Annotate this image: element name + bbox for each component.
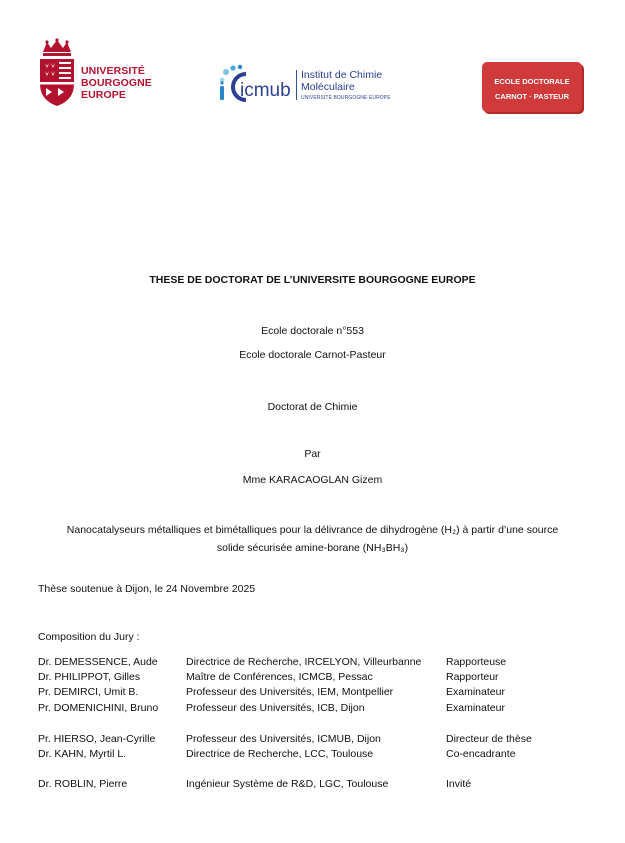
jury-position: Directrice de Recherche, LCC, Toulouse	[186, 748, 374, 760]
jury-position: Maître de Conférences, ICMCB, Pessac	[186, 671, 373, 683]
jury-position: Professeur des Universités, ICMUB, Dijon	[186, 733, 381, 745]
jury-name: Dr. KAHN, Myrtil L.	[38, 748, 127, 760]
jury-role: Examinateur	[446, 702, 505, 714]
doctorate-field: Doctorat de Chimie	[267, 401, 358, 413]
doctoral-school-number: Ecole doctorale n°553	[261, 325, 364, 337]
thesis-heading: THESE DE DOCTORAT DE L’UNIVERSITE BOURGOGNE EUROPE	[149, 274, 476, 286]
jury-role: Rapporteuse	[446, 656, 507, 668]
jury-name: Dr. DEMESSENCE, Aude	[38, 656, 158, 668]
thesis-title-line2: solide sécurisée amine-borane (NH₃BH₃)	[216, 542, 409, 554]
university-crest-icon	[37, 38, 77, 108]
thesis-title-line1: Nanocatalyseurs métalliques et bimétalliques pour la délivrance de dihydrogène (H₂) à partir d’une source	[66, 524, 559, 536]
ecole-doctorale-logo	[482, 62, 582, 112]
jury-position: Ingénieur Système de R&D, LGC, Toulouse	[186, 778, 389, 790]
jury-name: Pr. HIERSO, Jean-Cyrille	[38, 733, 156, 745]
icmub-mark-icon	[216, 64, 292, 108]
ecole-logo-line2: CARNOT · PASTEUR	[494, 92, 570, 101]
icmub-logo	[216, 64, 406, 109]
par-label: Par	[304, 448, 321, 460]
jury-position: Professeur des Universités, IEM, Montpellier	[186, 686, 394, 698]
jury-name: Pr. DEMIRCI, Umit B.	[38, 686, 139, 698]
defense-info: Thèse soutenue à Dijon, le 24 Novembre 2025	[38, 583, 256, 595]
doctoral-school-name: Ecole doctorale Carnot-Pasteur	[239, 349, 386, 361]
university-logo-line1: UNIVERSITÉ	[81, 65, 146, 77]
jury-role: Invité	[446, 778, 472, 790]
jury-name: Dr. PHILIPPOT, Gilles	[38, 671, 141, 683]
icmub-mark-text: icmub	[240, 80, 291, 101]
icmub-line3: UNIVERSITÉ BOURGOGNE EUROPE	[301, 95, 391, 101]
university-logo	[37, 38, 157, 110]
university-logo-text	[81, 65, 152, 101]
university-logo-line3: EUROPE	[81, 89, 126, 101]
jury-role: Rapporteur	[446, 671, 499, 683]
icmub-separator	[296, 70, 297, 100]
author-name: Mme KARACAOGLAN Gizem	[242, 474, 383, 486]
ecole-logo-line1: ECOLE DOCTORALE	[494, 77, 570, 86]
jury-heading: Composition du Jury :	[38, 631, 140, 643]
jury-role: Co-encadrante	[446, 748, 516, 760]
university-logo-line2: BOURGOGNE	[81, 77, 152, 89]
jury-position: Directrice de Recherche, IRCELYON, Villeurbanne	[186, 656, 422, 668]
jury-name: Pr. DOMENICHINI, Bruno	[38, 702, 159, 714]
icmub-line2: Moléculaire	[301, 81, 355, 93]
jury-position: Professeur des Universités, ICB, Dijon	[186, 702, 365, 714]
jury-name: Dr. ROBLIN, Pierre	[38, 778, 128, 790]
icmub-line1: Institut de Chimie	[301, 69, 383, 81]
jury-role: Directeur de thèse	[446, 733, 532, 745]
jury-role: Examinateur	[446, 686, 505, 698]
